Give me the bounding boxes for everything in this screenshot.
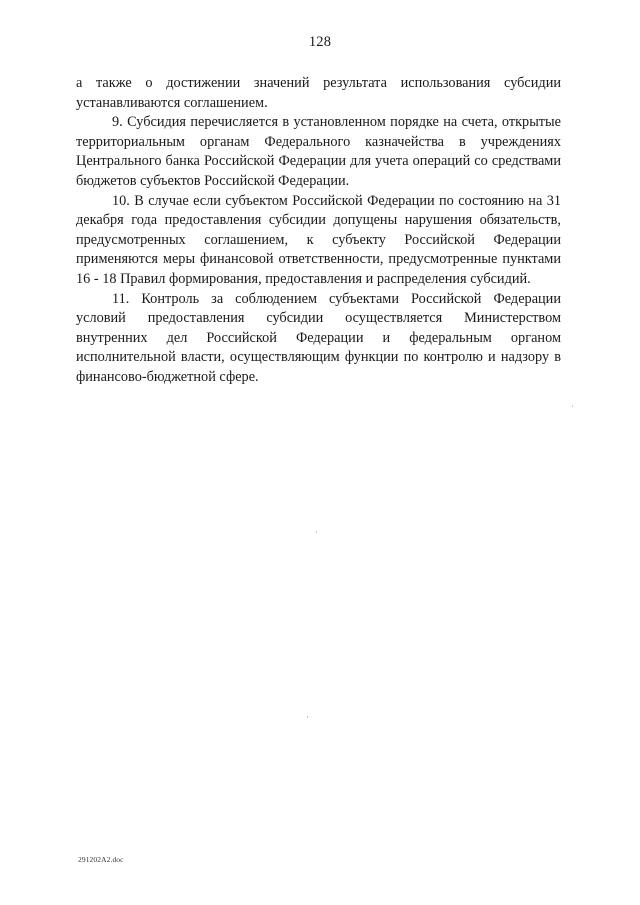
- document-file-code: 291202A2.doc: [78, 855, 124, 864]
- scan-speck: [316, 531, 317, 533]
- scan-speck: [307, 716, 308, 718]
- paragraph-item-11: 11. Контроль за соблюдением субъектами Российской Федерации условий предоставления субсидии осуществляется Министерством внутренних дел Российской Федерации и федеральным органом исполнительной власти, осуществляющим функции по контролю и надзору в финансово-бюджетной сфере.: [76, 290, 561, 385]
- paragraph-item-9: 9. Субсидия перечисляется в установленном порядке на счета, открытые территориальным органам Федерального казначейства в учреждениях Центрального банка Российской Федерации для учета операций со средствами бюджетов субъектов Российской Федерации.: [76, 114, 561, 189]
- document-body: [76, 74, 561, 388]
- paragraph-item-10: 10. В случае если субъектом Российской Федерации по состоянию на 31 декабря года предоставления субсидии допущены нарушения обязательств, предусмотренных соглашением, к субъекту Российской Федерации применяются меры финансовой ответственности, предусмотренные пунктами 16 - 18 Правил формирования, предоставления и распределения субсидий.: [76, 192, 561, 287]
- page-number: 128: [308, 34, 332, 50]
- paragraph-continuation: а также о достижении значений результата использования субсидии устанавливаются соглашением.: [76, 75, 561, 111]
- scan-speck: [572, 405, 573, 407]
